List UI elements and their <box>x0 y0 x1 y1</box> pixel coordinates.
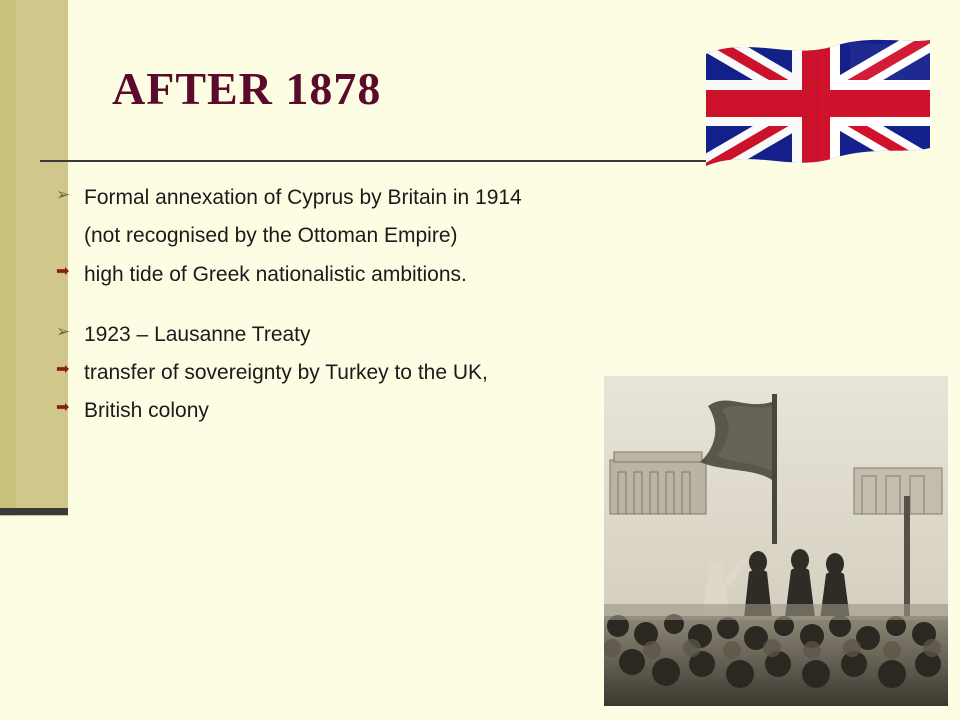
list-item-label: (not recognised by the Ottoman Empire) <box>84 224 458 248</box>
union-jack-flag-image <box>700 30 936 180</box>
list-item-label: high tide of Greek nationalistic ambitions. <box>84 262 467 286</box>
title-underline-rule <box>40 160 708 162</box>
list-item <box>56 397 696 424</box>
right-arrow-bullet-icon: ➡ <box>56 361 70 379</box>
list-item <box>56 321 696 348</box>
list-item <box>56 261 696 288</box>
list-item-label: 1923 – Lausanne Treaty <box>84 322 311 346</box>
list-item-label: transfer of sovereignty by Turkey to the UK, <box>84 361 488 385</box>
list-spacer <box>56 299 696 321</box>
list-item <box>56 184 696 211</box>
list-item-label: Formal annexation of Cyprus by Britain in 1914 <box>84 186 522 209</box>
list-item <box>56 222 696 249</box>
hollow-arrow-bullet-icon: ➢ <box>56 321 71 341</box>
list-item <box>56 359 696 386</box>
page-title: AFTER 1878 <box>112 63 382 114</box>
right-arrow-bullet-icon: ➡ <box>56 399 70 417</box>
left-accent-band-outer <box>0 0 16 516</box>
hollow-arrow-bullet-icon: ➢ <box>56 185 71 204</box>
flag-raising-engraving-image <box>604 376 948 706</box>
list-item-label: British colony <box>84 399 209 423</box>
right-arrow-bullet-icon: ➡ <box>56 262 70 280</box>
left-accent-band-tick <box>0 508 68 515</box>
bullet-list <box>56 184 696 436</box>
